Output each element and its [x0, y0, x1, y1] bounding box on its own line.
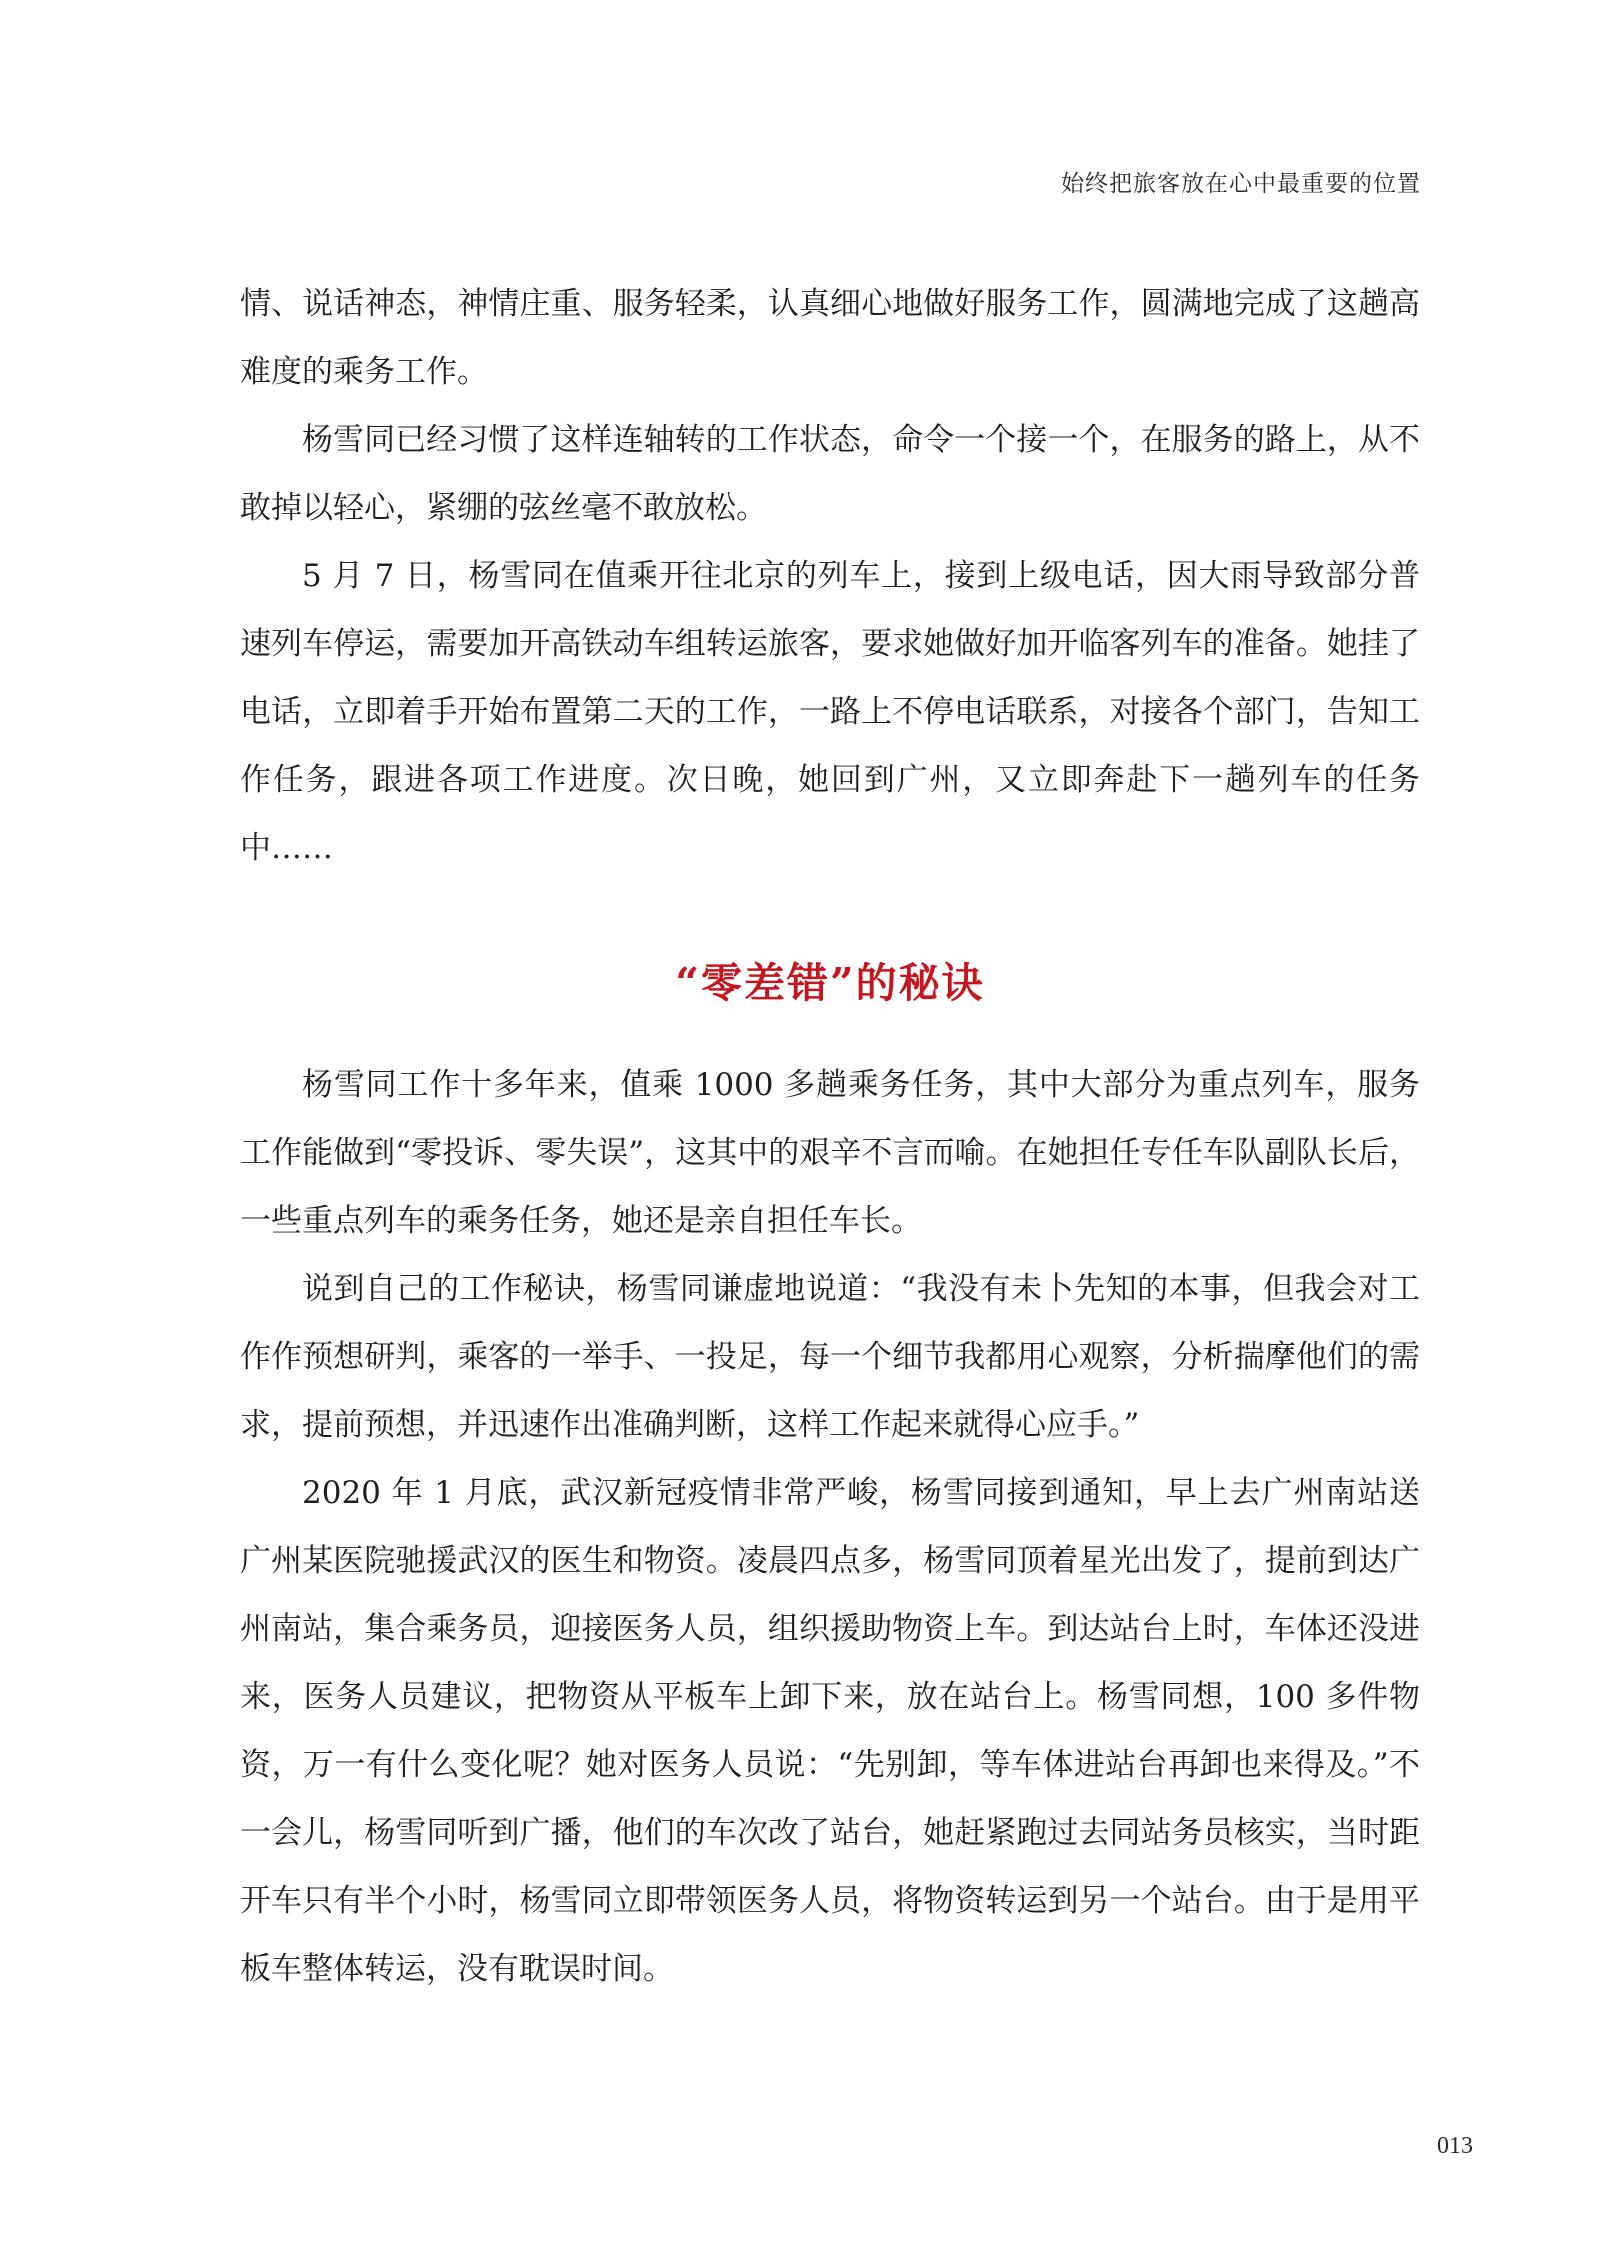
paragraph: 说到自己的工作秘诀，杨雪同谦虚地说道：“我没有未卜先知的本事，但我会对工作作预想研判，乘客的一举手、一投足，每一个细节我都用心观察，分析揣摩他们的需求，提前预想，并迅速作出准确判断，这样工作起来就得心应手。” [240, 1271, 1420, 1443]
paragraph: 杨雪同已经习惯了这样连轴转的工作状态，命令一个接一个，在服务的路上，从不敢掉以轻心，紧绷的弦丝毫不敢放松。 [240, 422, 1420, 526]
paragraph: 2020 年 1 月底，武汉新冠疫情非常严峻，杨雪同接到通知，早上去广州南站送广州某医院驰援武汉的医生和物资。凌晨四点多，杨雪同顶着星光出发了，提前到达广州南站，集合乘务员，迎接医务人员，组织援助物资上车。到达站台上时，车体还没进来，医务人员建议，把物资从平板车上卸下来，放在站台上。杨雪同想，100 多件物资，万一有什么变化呢？她对医务人员说：“先别卸，等车体进站台再卸也来得及。”不一会儿，杨雪同听到广播，他们的车次改了站台，她赶紧跑过去同站务员核实，当时距开车只有半个小时，杨雪同立即带领医务人员，将物资转运到另一个站台。由于是用平板车整体转运，没有耽误时间。 [240, 1475, 1420, 1987]
running-header: 始终把旅客放在心中最重要的位置 [1061, 171, 1421, 197]
page-body [240, 270, 1420, 2003]
paragraph: 情、说话神态，神情庄重、服务轻柔，认真细心地做好服务工作，圆满地完成了这趟高难度的乘务工作。 [240, 286, 1420, 390]
page-number: 013 [1437, 2133, 1473, 2159]
paragraph: 杨雪同工作十多年来，值乘 1000 多趟乘务任务，其中大部分为重点列车，服务工作能做到“零投诉、零失误”，这其中的艰辛不言而喻。在她担任专任车队副队长后，一些重点列车的乘务任务，她还是亲自担任车长。 [240, 1067, 1420, 1239]
paragraph: 5 月 7 日，杨雪同在值乘开往北京的列车上，接到上级电话，因大雨导致部分普速列车停运，需要加开高铁动车组转运旅客，要求她做好加开临客列车的准备。她挂了电话，立即着手开始布置第二天的工作，一路上不停电话联系，对接各个部门，告知工作任务，跟进各项工作进度。次日晚，她回到广州，又立即奔赴下一趟列车的任务中…… [240, 558, 1420, 866]
section-title: “零差错”的秘诀 [675, 959, 985, 1007]
